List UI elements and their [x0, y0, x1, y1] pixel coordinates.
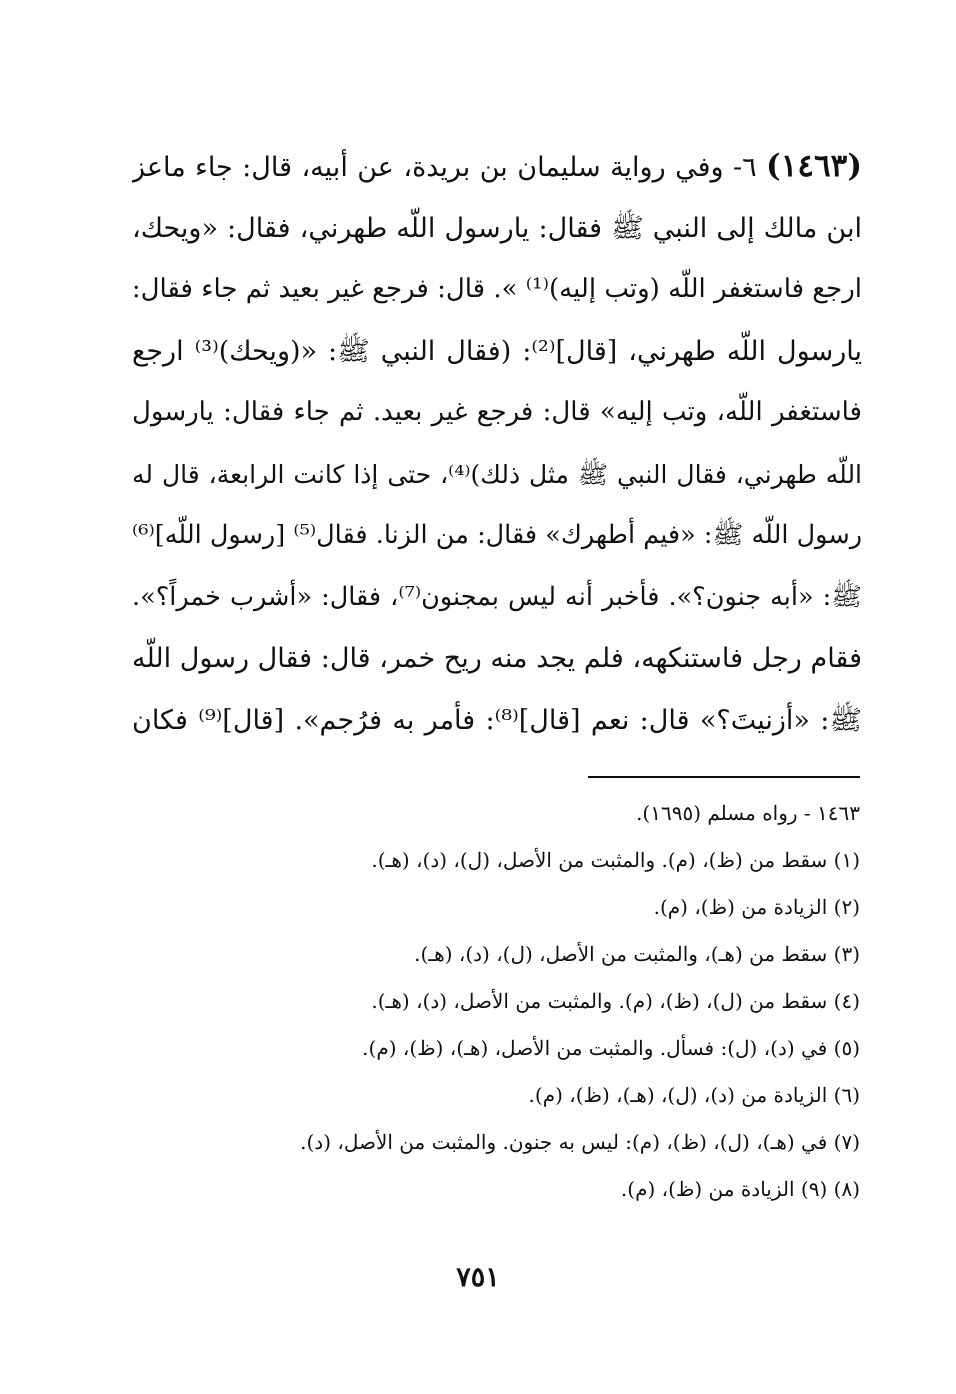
text-line: اللّه طهرني، فقال النبي ﷺ مثل ذلك)⁽⁴⁾، حتى إذا كانت الرابعة، قال له: [132, 459, 862, 489]
text-line: ﷺ: «أبه جنون؟». فأخبر أنه ليس بمجنون⁽⁷⁾، فقال: «أشرب خمراً؟».: [132, 581, 862, 612]
hadith-text: [132, 136, 862, 751]
footnote: (٢) الزيادة من (ظ)، (م).: [653, 895, 860, 919]
page-number: ٧٥١: [456, 1262, 500, 1293]
hadith-number: (١٤٦٣): [766, 148, 862, 184]
text-line-content: ٦- وفي رواية سليمان بن بريدة، عن أبيه، قال: جاء ماعز: [132, 152, 757, 183]
footnote-source: ١٤٦٣ - رواه مسلم (١٦٩٥).: [636, 801, 860, 825]
text-line: ابن مالك إلى النبي ﷺ فقال: يارسول اللّه طهرني، فقال: «ويحك،: [132, 212, 862, 244]
text-line: ﷺ: «أزنيتَ؟» قال: نعم [قال]⁽⁸⁾: فأمر به فرُجم». [قال]⁽⁹⁾ فكان: [132, 704, 862, 736]
footnote: (٧) في (هـ)، (ل)، (ظ)، (م): ليس به جنون. والمثبت من الأصل، (د).: [300, 1130, 860, 1154]
footnote: (٨) (٩) الزيادة من (ظ)، (م).: [620, 1177, 860, 1201]
footnote: (١) سقط من (ظ)، (م). والمثبت من الأصل، (ل)، (د)، (هـ).: [371, 848, 860, 872]
footnote-separator: [588, 776, 860, 778]
text-line: فقام رجل فاستنكهه، فلم يجد منه ريح خمر، قال: فقال رسول اللّه: [132, 643, 862, 674]
footnote: (٥) في (د)، (ل): فسأل. والمثبت من الأصل، (هـ)، (ظ)، (م).: [362, 1036, 860, 1060]
text-line: فاستغفر اللّه، وتب إليه» قال: فرجع غير بعيد. ثم جاء فقال: يارسول: [132, 397, 862, 427]
footnote: (٣) سقط من (هـ)، والمثبت من الأصل، (ل)، (د)، (هـ).: [414, 942, 860, 966]
text-line: [132, 136, 862, 198]
text-line: ارجع فاستغفر اللّه (وتب إليه)⁽¹⁾ ». قال: فرجع غير بعيد ثم جاء فقال:: [132, 274, 862, 304]
footnotes: [200, 790, 860, 1213]
footnote: (٦) الزيادة من (د)، (ل)، (هـ)، (ظ)، (م).: [528, 1083, 860, 1107]
text-line: رسول اللّه ﷺ: «فيم أطهرك» فقال: من الزنا. فقال⁽⁵⁾ [رسول اللّه]⁽⁶⁾: [132, 520, 862, 550]
footnote: (٤) سقط من (ل)، (ظ)، (م). والمثبت من الأصل، (د)، (هـ).: [371, 989, 860, 1013]
text-line: يارسول اللّه طهرني، [قال]⁽²⁾: (فقال النبي ﷺ: «(ويحك)⁽³⁾ ارجع: [132, 335, 862, 367]
